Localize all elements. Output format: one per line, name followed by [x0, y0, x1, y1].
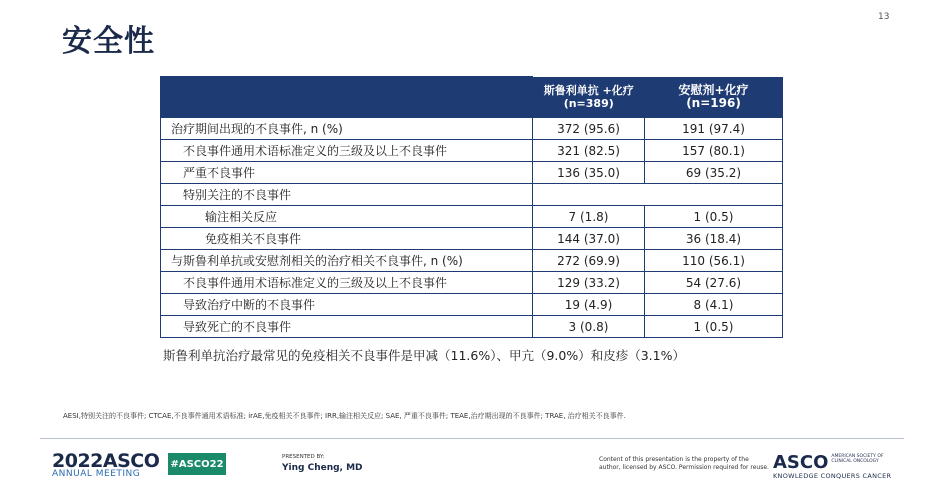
header-serplulimab — [533, 77, 645, 118]
summary-text: 斯鲁利单抗治疗最常见的免疫相关不良事件是甲减（11.6%）、甲亢（9.0%）和皮疹（3.1%） — [163, 348, 685, 363]
header-placebo-n: (n=196) — [686, 95, 741, 110]
table-header-row — [161, 77, 783, 118]
table-row — [161, 272, 783, 294]
row-value-serplulimab: 7 (1.8) — [533, 206, 645, 228]
row-label: 不良事件通用术语标准定义的三级及以上不良事件 — [161, 272, 533, 294]
table-row — [161, 294, 783, 316]
row-value-serplulimab: 321 (82.5) — [533, 140, 645, 162]
row-value-serplulimab: 136 (35.0) — [533, 162, 645, 184]
header-blank — [161, 77, 533, 118]
row-value-placebo: 54 (27.6) — [645, 272, 783, 294]
header-serplulimab-name: 斯鲁利单抗 +化疗 — [543, 83, 634, 97]
asco-logo-subtitle: AMERICAN SOCIETY OF CLINICAL ONCOLOGY — [831, 454, 884, 464]
asco-tagline: KNOWLEDGE CONQUERS CANCER — [773, 472, 892, 480]
header-serplulimab-n: (n=389) — [563, 96, 614, 110]
copyright-notice: Content of this presentation is the property of the author, licensed by ASCO. Permission required for reuse. — [599, 456, 769, 471]
row-label: 严重不良事件 — [161, 162, 533, 184]
meeting-year: 2022 — [52, 450, 103, 472]
row-label: 导致死亡的不良事件 — [161, 316, 533, 338]
row-value-serplulimab: 372 (95.6) — [533, 118, 645, 140]
page-number: 13 — [878, 12, 890, 22]
presenter-name: Ying Cheng, MD — [282, 463, 363, 473]
meeting-asco: ASCO — [102, 450, 160, 472]
table-row — [161, 118, 783, 140]
abbreviation-footnote: AESI,特别关注的不良事件; CTCAE,不良事件通用术语标准; irAE,免疫相关不良事件; IRR,输注相关反应; SAE, 严重不良事件; TEAE,治疗期出现的不良事件; TRAE, 治疗相关不良事件. — [63, 412, 626, 420]
table-row — [161, 316, 783, 338]
header-placebo — [645, 77, 783, 118]
footer-divider — [40, 438, 904, 439]
table-row — [161, 250, 783, 272]
row-value-serplulimab: 129 (33.2) — [533, 272, 645, 294]
hashtag-badge: #ASCO22 — [168, 453, 226, 475]
slide-title: 安全性 — [62, 24, 155, 59]
row-value-placebo: 110 (56.1) — [645, 250, 783, 272]
table-row — [161, 206, 783, 228]
presented-by-label: PRESENTED BY: — [282, 454, 325, 460]
row-value-placebo: 157 (80.1) — [645, 140, 783, 162]
header-placebo-name: 安慰剂+化疗 — [678, 82, 749, 97]
row-label: 不良事件通用术语标准定义的三级及以上不良事件 — [161, 140, 533, 162]
row-value-placebo: 36 (18.4) — [645, 228, 783, 250]
annual-meeting-label: ANNUAL MEETING — [52, 469, 141, 479]
row-value-placebo — [645, 184, 783, 206]
table-row — [161, 184, 783, 206]
row-value-serplulimab: 272 (69.9) — [533, 250, 645, 272]
row-value-serplulimab — [533, 184, 645, 206]
row-value-placebo: 1 (0.5) — [645, 206, 783, 228]
table-row — [161, 162, 783, 184]
row-label: 特别关注的不良事件 — [161, 184, 533, 206]
row-label: 导致治疗中断的不良事件 — [161, 294, 533, 316]
row-label: 与斯鲁利单抗或安慰剂相关的治疗相关不良事件, n (%) — [161, 250, 533, 272]
table-row — [161, 140, 783, 162]
row-label: 输注相关反应 — [161, 206, 533, 228]
table-row — [161, 228, 783, 250]
row-label: 免疫相关不良事件 — [161, 228, 533, 250]
row-value-placebo: 69 (35.2) — [645, 162, 783, 184]
safety-table — [160, 76, 783, 338]
row-value-placebo: 191 (97.4) — [645, 118, 783, 140]
row-value-serplulimab: 19 (4.9) — [533, 294, 645, 316]
row-value-placebo: 8 (4.1) — [645, 294, 783, 316]
row-label: 治疗期间出现的不良事件, n (%) — [161, 118, 533, 140]
asco-logo-word: ASCO — [773, 452, 829, 473]
row-value-serplulimab: 3 (0.8) — [533, 316, 645, 338]
row-value-serplulimab: 144 (37.0) — [533, 228, 645, 250]
asco-logo — [773, 452, 891, 480]
row-value-placebo: 1 (0.5) — [645, 316, 783, 338]
